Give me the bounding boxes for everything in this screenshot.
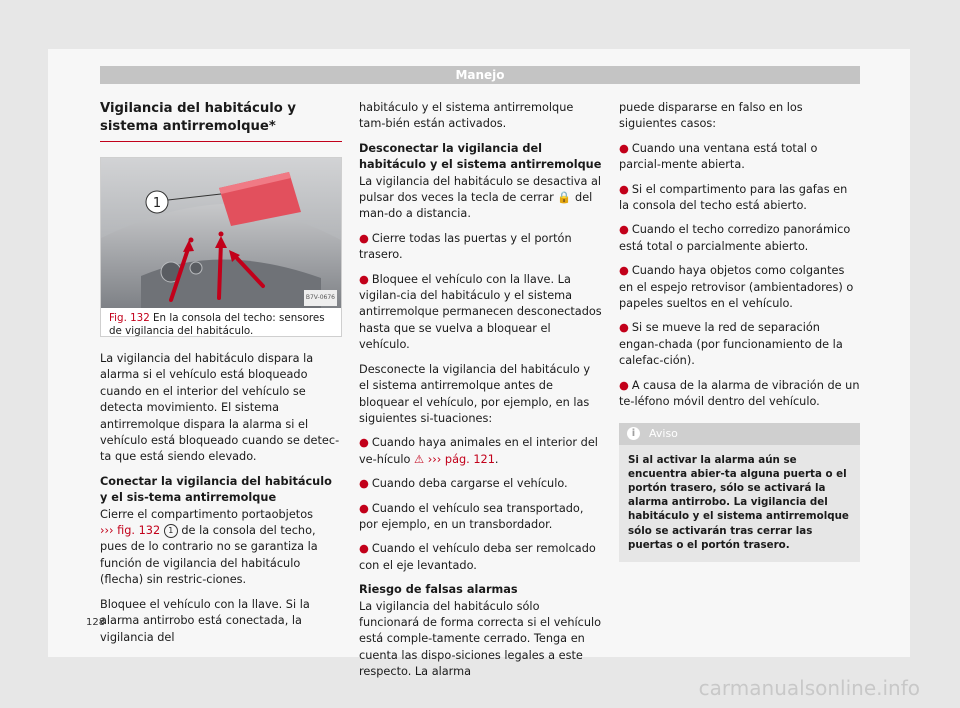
page-number: 128: [86, 617, 106, 628]
notice-box: [619, 423, 860, 562]
figure-link[interactable]: ››› fig. 132: [100, 524, 161, 538]
list-item: ● Cuando el techo corredizo panorámico está total o parcialmente abierto.: [619, 223, 851, 253]
figure-caption-text: En la consola del techo: sensores de vigilancia del habitáculo.: [109, 312, 325, 337]
list-item: ● Cuando deba cargarse el vehículo.: [359, 477, 568, 491]
roof-console-illustration: [101, 158, 341, 308]
notice-text: Si al activar la alarma aún se encuentra abier-ta alguna puerta o el portón trasero, sólo se activará la alarma antirrobo. La vigilancia del habitáculo y el sistema antirremolque sólo se activarán tras cerrar las puertas o el portón trasero.: [628, 453, 849, 551]
figure: [100, 157, 342, 337]
list-item: ● Cuando haya objetos como colgantes en el espejo retrovisor (ambientadores) o papeles sueltos en el vehículo.: [619, 264, 854, 311]
list-item: ● Cuando una ventana está total o parcial-mente abierta.: [619, 141, 818, 172]
lock-icon: 🔒: [557, 191, 572, 205]
paragraph: La vigilancia del habitáculo sólo funcionará de forma correcta si el vehículo está comple-tamente cerrado. Tenga en cuenta las dispo-siciones legales a este respecto. La alarma: [359, 599, 602, 679]
warning-triangle-icon: ⚠: [414, 452, 425, 466]
figure-label: Fig. 132: [109, 312, 150, 324]
figure-code: B7V-0676: [304, 290, 337, 306]
paragraph: Desconecte la vigilancia del habitáculo y el sistema antirremolque antes de bloquear el vehículo, por ejemplo, en las siguientes si-tuaciones:: [359, 362, 591, 425]
column-3: [619, 100, 860, 562]
list-item: ● Cuando haya animales en el interior del ve-hículo ⚠ ››› pág. 121.: [359, 436, 598, 466]
list-item: ● Bloquee el vehículo con la llave. La vigilan-cia del habitáculo y el sistema antirremolque permanecen desconectados hasta que se vuelva a bloquear el vehículo.: [359, 272, 602, 352]
paragraph: habitáculo y el sistema antirremolque tam-bién están activados.: [359, 101, 574, 131]
notice-title: Aviso: [649, 426, 678, 440]
column-2: [359, 100, 602, 689]
section-header: Manejo: [100, 66, 860, 84]
figure-callout-1: 1: [152, 196, 162, 211]
list-item: ● Si se mueve la red de separación engan-chada (por funcionamiento de la calefac-ción).: [619, 321, 843, 368]
paragraph: Cierre el compartimento portaobjetos ››› fig. 132 1 de la consola del techo, pues de lo contrario no se garantiza la función de vigilancia del habitáculo (flecha) sin restric-ciones.: [100, 507, 318, 587]
figure-image: [101, 158, 341, 308]
column-1: [100, 100, 342, 654]
list-item: ● Cuando el vehículo deba ser remolcado con el eje levantado.: [359, 542, 596, 572]
paragraph: La vigilancia del habitáculo dispara la alarma si el vehículo está bloqueado cuando en el interior del vehículo se detecta movimiento. El sistema antirremolque dispara la alarma si el vehículo está bloqueado cuando se detec-ta que está siendo elevado.: [100, 352, 340, 464]
list-item: ● A causa de la alarma de vibración de un te-léfono móvil dentro del vehículo.: [619, 378, 860, 409]
page-title: Vigilancia del habitáculo y sistema antirremolque*: [100, 100, 342, 142]
callout-number: 1: [164, 524, 178, 538]
page-link[interactable]: ››› pág. 121: [427, 452, 495, 466]
list-item: ● Cierre todas las puertas y el portón trasero.: [359, 231, 572, 262]
subheading: Desconectar la vigilancia del habitáculo y el sistema antirremolque: [359, 141, 602, 172]
notice-header: [619, 423, 860, 445]
watermark: carmanualsonline.info: [698, 676, 920, 700]
paragraph: La vigilancia del habitáculo se desactiva al pulsar dos veces la tecla de cerrar 🔒 del man-do a distancia.: [359, 174, 602, 221]
paragraph: Bloquee el vehículo con la llave. Si la alarma antirrobo está conectada, la vigilancia del: [100, 597, 310, 644]
paragraph: puede dispararse en falso en los siguientes casos:: [619, 101, 803, 131]
subheading: Riesgo de falsas alarmas: [359, 583, 518, 597]
subheading: Conectar la vigilancia del habitáculo y el sis-tema antirremolque: [100, 474, 332, 505]
list-item: ● Cuando el vehículo sea transportado, por ejemplo, en un transbordador.: [359, 501, 584, 531]
list-item: ● Si el compartimento para las gafas en la consola del techo está abierto.: [619, 182, 848, 213]
info-icon: i: [627, 427, 640, 440]
figure-caption: [101, 308, 341, 342]
